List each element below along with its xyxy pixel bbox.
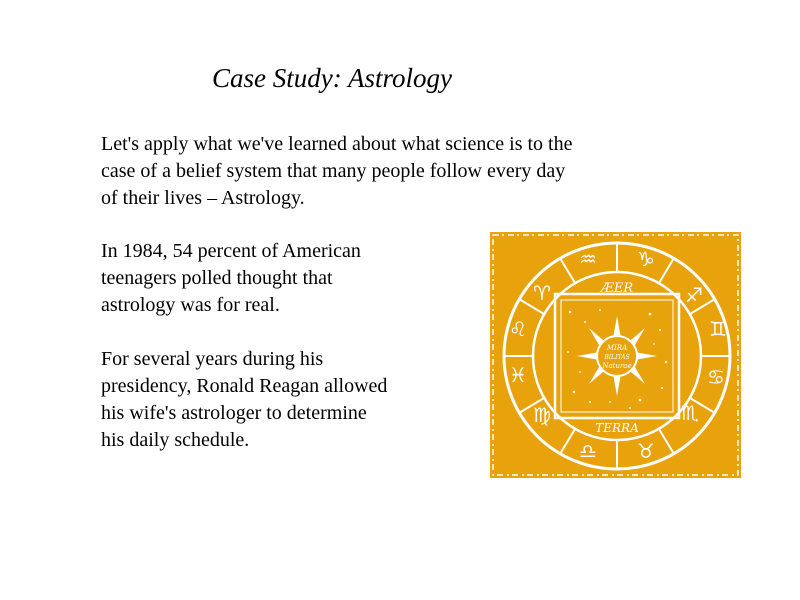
paragraph-poll xyxy=(101,238,361,319)
aries-icon: ♈ xyxy=(533,281,551,305)
scorpio-icon: ♏ xyxy=(681,401,699,425)
paragraph-line: case of a belief system that many people follow every day xyxy=(101,160,566,182)
paragraph-line: his wife's astrologer to determine xyxy=(101,402,367,424)
taurus-icon: ♉ xyxy=(637,439,655,463)
zodiac-woodcut-image xyxy=(490,232,741,478)
sagittarius-icon: ♐ xyxy=(685,283,703,307)
center-label-3: Naturae xyxy=(602,362,632,370)
cancer-icon: ♋ xyxy=(707,365,725,389)
paragraph-line: his daily schedule. xyxy=(101,429,250,451)
pisces-icon: ♓ xyxy=(509,363,527,387)
aer-label: ÆER xyxy=(600,281,634,296)
paragraph-line: of their lives – Astrology. xyxy=(101,187,305,209)
capricorn-icon: ♑ xyxy=(637,247,655,271)
gemini-icon: ♊ xyxy=(709,317,727,341)
virgo-icon: ♍ xyxy=(533,403,551,427)
zodiac-wheel-graphic xyxy=(490,232,741,478)
terra-label: TERRA xyxy=(595,421,639,435)
center-label-1: MIRA xyxy=(606,344,628,352)
center-label-2: BILITAS xyxy=(604,354,630,361)
paragraph-intro xyxy=(101,131,572,212)
paragraph-line: In 1984, 54 percent of American xyxy=(101,240,361,262)
paragraph-line: astrology was for real. xyxy=(101,294,280,316)
slide-title: Case Study: Astrology xyxy=(212,63,452,93)
paragraph-reagan xyxy=(101,346,387,454)
libra-icon: ♎ xyxy=(579,439,597,463)
leo-icon: ♌ xyxy=(509,317,527,341)
paragraph-line: For several years during his xyxy=(101,348,324,370)
paragraph-line: presidency, Ronald Reagan allowed xyxy=(101,375,388,397)
aquarius-icon: ♒ xyxy=(579,247,597,271)
paragraph-line: Let's apply what we've learned about what science is to the xyxy=(101,133,573,155)
paragraph-line: teenagers polled thought that xyxy=(101,267,333,289)
